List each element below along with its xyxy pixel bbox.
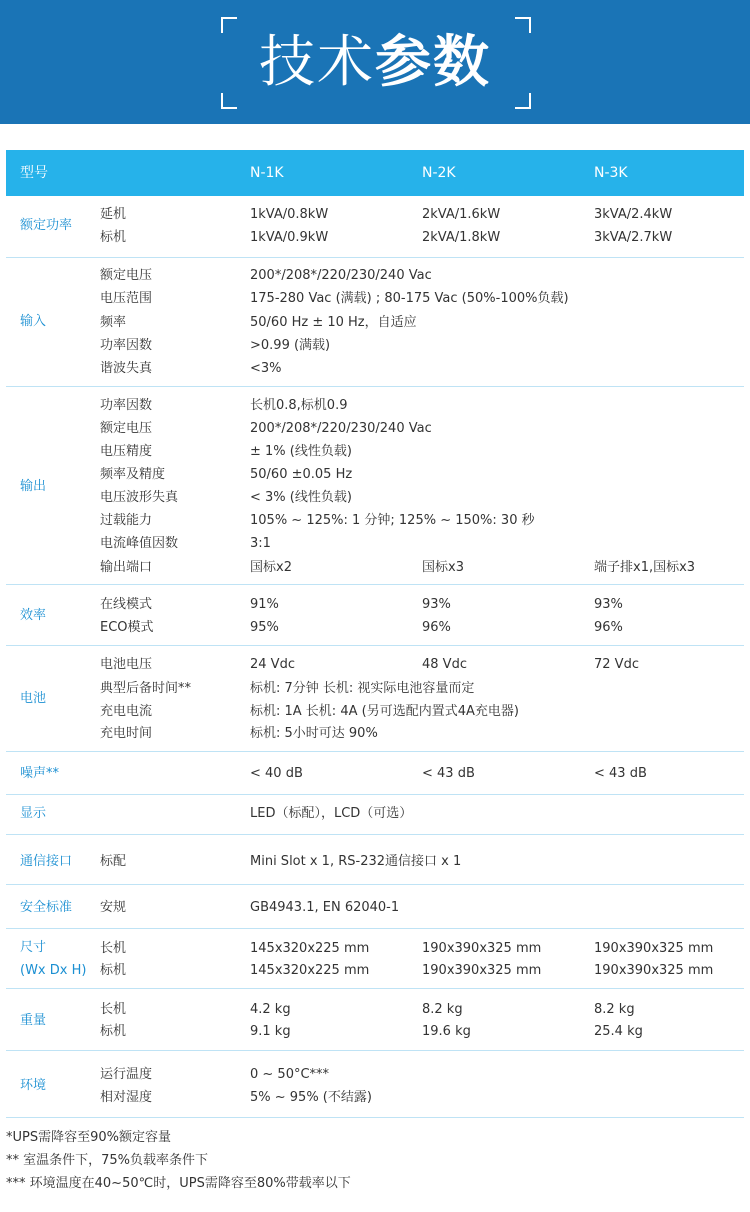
value-cell: 长机0.8,标机0.9 [250, 397, 348, 413]
value-cell: GB4943.1, EN 62040-1 [250, 899, 400, 915]
value-cell: 190x390x325 mm [594, 940, 714, 956]
value-cell: 4.2 kg [250, 1001, 291, 1017]
param-label: 在线模式 [100, 596, 153, 612]
value-cell: 2kVA/1.6kW [422, 206, 501, 222]
category-line: 重量 [20, 1012, 47, 1028]
row-divider [6, 1050, 744, 1051]
row-divider [6, 988, 744, 989]
value-cell: 25.4 kg [594, 1023, 643, 1039]
value-cell: 200*/208*/220/230/240 Vac [250, 420, 432, 436]
row-divider [6, 751, 744, 752]
value-cell: 国标x2 [250, 559, 292, 575]
category-label [20, 214, 72, 237]
value-cell: 93% [594, 596, 623, 612]
page-title-light: 技术 [259, 30, 375, 95]
category-label [20, 475, 46, 498]
category-label [20, 310, 46, 333]
row-divider [6, 834, 744, 835]
param-label: 标配 [100, 853, 127, 869]
page-title-bold: 参数 [375, 30, 491, 95]
value-cell: 国标x3 [422, 559, 464, 575]
value-cell: 1kVA/0.8kW [250, 206, 329, 222]
category-line: 噪声** [20, 765, 60, 781]
header-model-1: N-1K [250, 165, 284, 181]
value-cell: 3:1 [250, 535, 271, 551]
param-label: 安规 [100, 899, 127, 915]
value-cell: 2kVA/1.8kW [422, 229, 501, 245]
param-label: 运行温度 [100, 1066, 153, 1082]
footnote: *UPS需降容至90%额定容量 [6, 1130, 172, 1145]
value-cell: 3kVA/2.7kW [594, 229, 673, 245]
category-label [20, 604, 46, 627]
param-label: 长机 [100, 940, 127, 956]
value-cell: 标机: 5小时可达 90% [250, 725, 378, 741]
value-cell: 190x390x325 mm [422, 962, 542, 978]
param-label: 电池电压 [100, 656, 153, 672]
header-model-2: N-2K [422, 165, 456, 181]
value-cell: 19.6 kg [422, 1023, 471, 1039]
value-cell: 93% [422, 596, 451, 612]
value-cell: 标机: 7分钟 长机: 视实际电池容量而定 [250, 680, 475, 696]
param-label: 功率因数 [100, 397, 153, 413]
category-line: 电池 [20, 691, 47, 706]
param-label: 电压范围 [100, 290, 153, 306]
value-cell: 3kVA/2.4kW [594, 206, 673, 222]
param-label: 电流峰值因数 [100, 535, 179, 551]
category-label [20, 850, 72, 873]
category-line: 通信接口 [20, 853, 73, 869]
row-divider [6, 257, 744, 258]
value-cell: 105% ~ 125%: 1 分钟; 125% ~ 150%: 30 秒 [250, 512, 535, 528]
param-label: 频率及精度 [100, 466, 166, 482]
param-label: 标机 [100, 962, 127, 978]
param-label: 输出端口 [100, 559, 153, 575]
value-cell: 50/60 ±0.05 Hz [250, 466, 353, 482]
category-label [20, 1009, 46, 1032]
category-line: 安全标准 [20, 899, 73, 915]
param-label: 标机 [100, 229, 127, 245]
param-label: 过载能力 [100, 512, 153, 528]
param-label: 电压波形失真 [100, 489, 179, 505]
row-divider [6, 928, 744, 929]
value-cell: < 40 dB [250, 765, 303, 781]
param-label: 额定电压 [100, 420, 153, 436]
param-label: 电压精度 [100, 443, 153, 459]
category-line: 额定功率 [20, 218, 73, 233]
param-label: ECO模式 [100, 619, 154, 635]
param-label: 额定电压 [100, 267, 153, 283]
value-cell: 96% [422, 619, 451, 635]
value-cell: 5% ~ 95% (不结露) [250, 1089, 372, 1105]
category-label [20, 687, 46, 710]
value-cell: 0 ~ 50°C*** [250, 1066, 330, 1082]
value-cell: 8.2 kg [422, 1001, 463, 1017]
value-cell: <3% [250, 360, 282, 376]
value-cell: 端子排x1,国标x3 [594, 559, 696, 575]
param-label: 充电电流 [100, 703, 153, 719]
value-cell: 48 Vdc [422, 656, 467, 672]
row-divider [6, 584, 744, 585]
category-line: 环境 [20, 1078, 47, 1093]
category-line: 显示 [20, 805, 47, 821]
param-label: 功率因数 [100, 337, 153, 353]
footnote: ** 室温条件下，75%负载率条件下 [6, 1153, 209, 1168]
value-cell: < 3% (线性负载) [250, 489, 352, 505]
category-label [20, 936, 86, 982]
row-divider [6, 1117, 744, 1118]
category-label [20, 802, 46, 825]
category-line: 尺寸 [20, 940, 47, 955]
row-divider [6, 794, 744, 795]
category-line: 效率 [20, 608, 47, 623]
value-cell: ± 1% (线性负载) [250, 443, 352, 459]
row-divider [6, 645, 744, 646]
value-cell: 175-280 Vac (满载) ; 80-175 Vac (50%-100%负载) [250, 290, 569, 306]
value-cell: 8.2 kg [594, 1001, 635, 1017]
param-label: 标机 [100, 1023, 127, 1039]
value-cell: 91% [250, 596, 279, 612]
value-cell: LED（标配），LCD（可选） [250, 805, 413, 821]
value-cell: 标机: 1A 长机: 4A (另可选配内置式4A充电器) [250, 703, 519, 719]
footnotes [6, 1126, 351, 1195]
title-banner [0, 0, 750, 124]
param-label: 延机 [100, 206, 127, 222]
header-label: 型号 [20, 165, 48, 181]
param-label: 谐波失真 [100, 360, 153, 376]
row-divider [6, 386, 744, 387]
param-label: 长机 [100, 1001, 127, 1017]
param-label: 相对湿度 [100, 1089, 153, 1105]
value-cell: 190x390x325 mm [422, 940, 542, 956]
category-line: 输出 [20, 478, 47, 494]
value-cell: Mini Slot x 1, RS-232通信接口 x 1 [250, 853, 462, 869]
category-label [20, 896, 72, 919]
category-line: (Wx Dx H) [20, 963, 87, 978]
value-cell: 200*/208*/220/230/240 Vac [250, 267, 432, 283]
category-label [20, 1074, 46, 1097]
value-cell: 9.1 kg [250, 1023, 291, 1039]
value-cell: 1kVA/0.9kW [250, 229, 329, 245]
page-title [0, 28, 750, 98]
footnote: *** 环境温度在40~50℃时，UPS需降容至80%带载率以下 [6, 1176, 351, 1191]
category-line: 输入 [20, 314, 47, 329]
param-label: 充电时间 [100, 725, 153, 741]
param-label: 典型后备时间** [100, 680, 192, 696]
header-model-3: N-3K [594, 165, 628, 181]
value-cell: 190x390x325 mm [594, 962, 714, 978]
value-cell: >0.99 (满载) [250, 337, 331, 353]
row-divider [6, 884, 744, 885]
category-label [20, 762, 59, 785]
value-cell: < 43 dB [594, 765, 647, 781]
value-cell: < 43 dB [422, 765, 475, 781]
value-cell: 72 Vdc [594, 656, 639, 672]
value-cell: 145x320x225 mm [250, 940, 370, 956]
value-cell: 95% [250, 619, 279, 635]
param-label: 频率 [100, 314, 127, 330]
table-header [6, 150, 744, 196]
value-cell: 96% [594, 619, 623, 635]
value-cell: 145x320x225 mm [250, 962, 370, 978]
value-cell: 50/60 Hz ± 10 Hz，自适应 [250, 314, 417, 330]
value-cell: 24 Vdc [250, 656, 295, 672]
